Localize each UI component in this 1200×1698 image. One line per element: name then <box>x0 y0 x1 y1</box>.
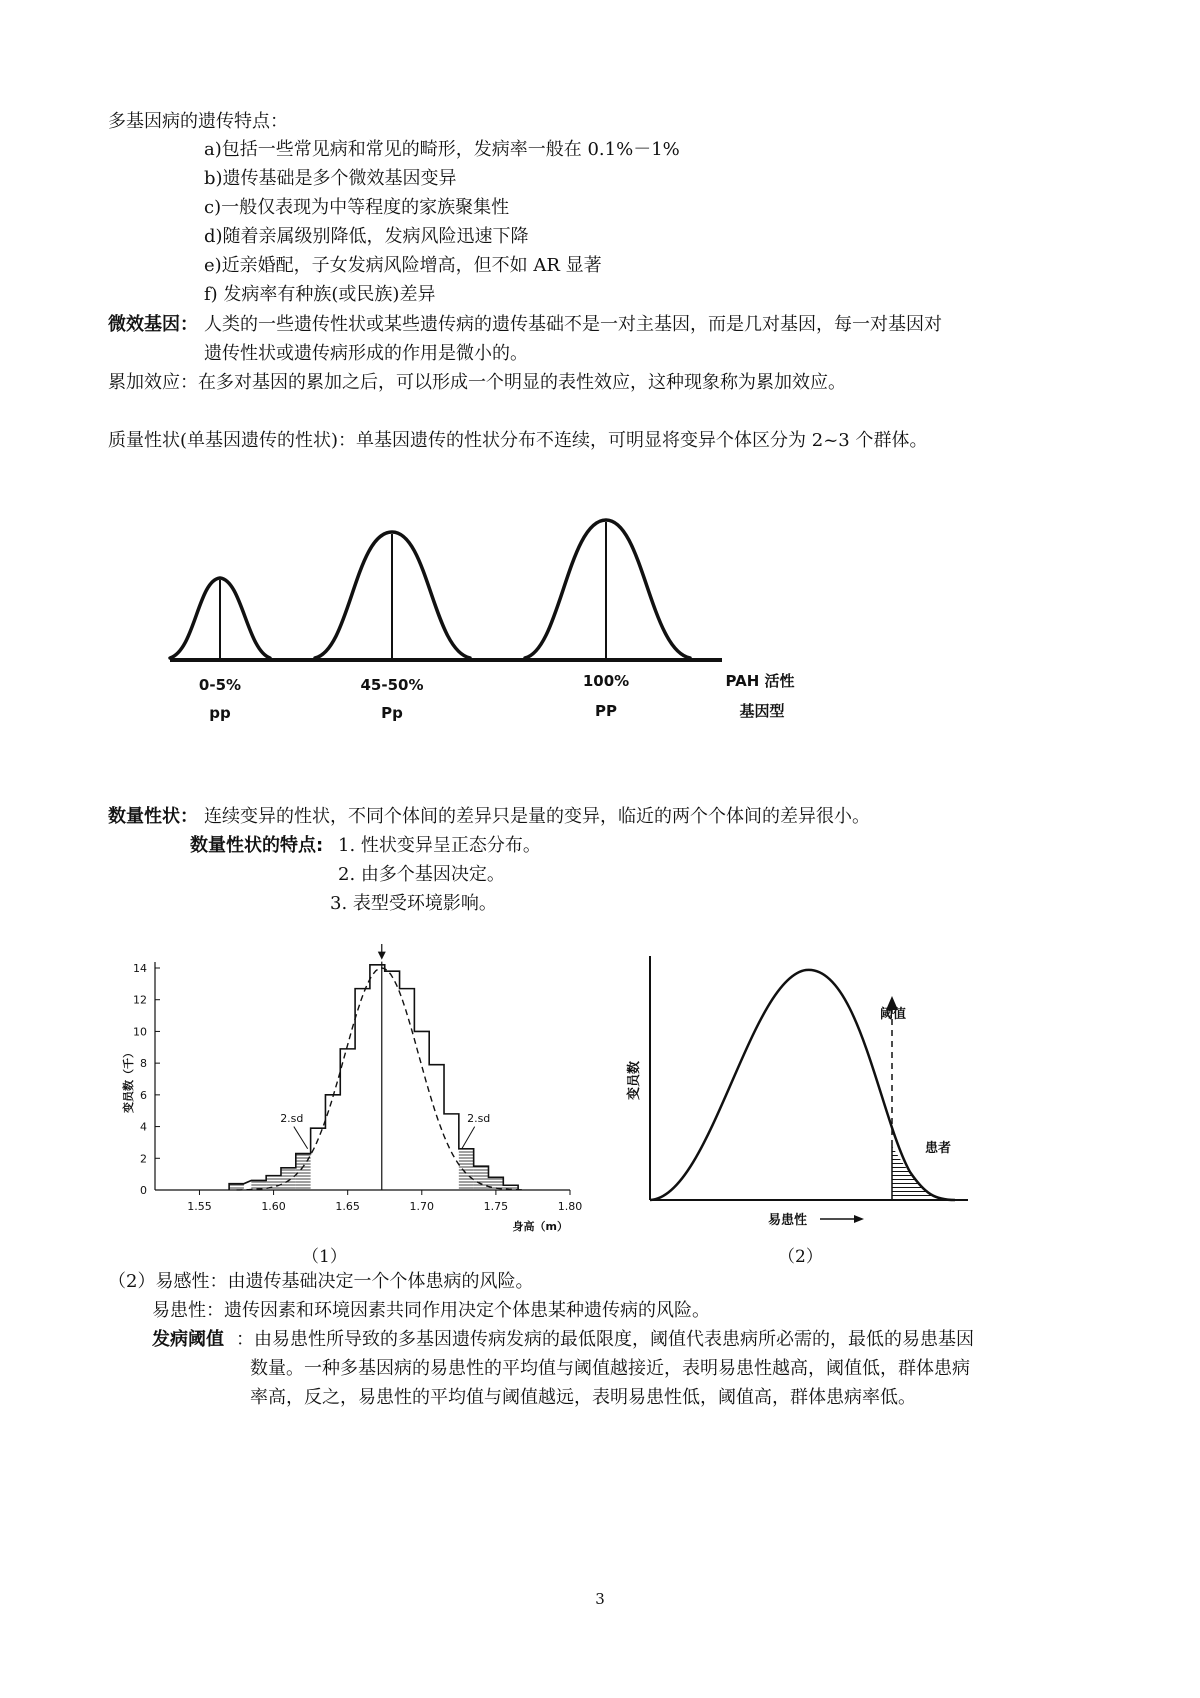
susceptibility-line: （2）易感性：由遗传基础决定一个个体患病的风险。 <box>108 1271 534 1292</box>
histogram-bar <box>355 989 370 1190</box>
figure-caption-2: （2） <box>778 1247 823 1267</box>
list-item: a)包括一些常见病和常见的畸形，发病率一般在 0.1%－1% <box>204 139 680 160</box>
liability-line: 易患性：遗传因素和环境因素共同作用决定个体患某种遗传病的风险。 <box>152 1300 710 1321</box>
feature-item: 3. 表型受环境影响。 <box>330 893 497 914</box>
annotation-leader-right <box>462 1127 475 1149</box>
list-item: f) 发病率有种族(或民族)差异 <box>204 284 436 305</box>
y-axis-title: 变员数（千） <box>122 1047 135 1113</box>
x-tick-label: 1.60 <box>261 1200 286 1213</box>
histogram-outline <box>229 965 518 1190</box>
y-tick-label: 12 <box>133 993 147 1007</box>
feature-item: 2. 由多个基因决定。 <box>338 864 505 885</box>
genotype-axis-label: 基因型 <box>739 702 785 720</box>
x-axis-title: 身高（m） <box>512 1220 568 1233</box>
list-item: b)遗传基础是多个微效基因变异 <box>204 168 457 189</box>
y-tick-label: 6 <box>140 1088 147 1102</box>
activity-label-Pp: 45-50% <box>360 676 424 694</box>
annotation-2sd-right: 2.sd <box>467 1111 491 1125</box>
activity-label-PP: 100% <box>582 672 630 690</box>
list-item: e)近亲婚配，子女发病风险增高，但不如 AR 显著 <box>204 255 602 276</box>
histogram-bar <box>429 1065 444 1190</box>
normal-curve <box>237 968 525 1190</box>
definition-line: 人类的一些遗传性状或某些遗传病的遗传基础不是一对主基因，而是几对基因，每一对基因对 <box>204 314 942 335</box>
patient-label: 患者 <box>925 1141 952 1156</box>
annotation-2sd-left: 2.sd <box>280 1111 304 1125</box>
x-tick-label: 1.75 <box>483 1200 509 1213</box>
height-histogram-chart <box>110 938 590 1238</box>
x-tick-label: 1.70 <box>409 1200 435 1213</box>
additive-effect-paragraph: 累加效应：在多对基因的累加之后，可以形成一个明显的表性效应，这种现象称为累加效应。 <box>108 372 846 393</box>
qualitative-trait-paragraph: 质量性状(单基因遗传的性状)：单基因遗传的性状分布不连续，可明显将变异个体区分为 2~3 个群体。 <box>108 430 928 451</box>
x-axis-arrow-icon <box>854 1215 864 1223</box>
x-tick-label: 1.55 <box>187 1200 212 1213</box>
genotype-label-PP: PP <box>595 702 617 720</box>
y-tick-label: 10 <box>133 1025 147 1039</box>
section-heading: 多基因病的遗传特点： <box>108 111 288 132</box>
curve-PP <box>525 520 690 658</box>
pah-activity-figure <box>110 500 850 740</box>
x-tick-label: 1.65 <box>335 1200 360 1213</box>
definition-line: 遗传性状或遗传病形成的作用是微小的。 <box>204 343 528 364</box>
definition-line: 数量。一种多基因病的易患性的平均值与阈值越接近，表明易患性越高，阈值低，群体患病 <box>250 1358 970 1379</box>
histogram-bar <box>385 971 400 1190</box>
term-quantitative-features: 数量性状的特点: <box>190 835 324 856</box>
list-item: c)一般仅表现为中等程度的家族聚集性 <box>204 197 510 218</box>
page-number: 3 <box>595 1590 605 1608</box>
genotype-label-Pp: Pp <box>381 704 403 722</box>
term-threshold: 发病阈值 <box>152 1329 224 1350</box>
definition-line: 连续变异的性状，不同个体间的差异只是量的变异，临近的两个个体间的差异很小。 <box>204 806 870 827</box>
histogram-bar <box>325 1095 340 1190</box>
histogram-bar <box>400 989 415 1190</box>
y-tick-label: 2 <box>140 1152 147 1166</box>
y-tick-label: 4 <box>140 1120 147 1134</box>
y-tick-label: 0 <box>140 1184 147 1197</box>
histogram-bar <box>229 1184 244 1190</box>
liability-threshold-chart <box>610 938 980 1238</box>
annotation-leader-left <box>294 1127 308 1149</box>
activity-label-pp: 0-5% <box>198 676 242 694</box>
feature-item: 1. 性状变异呈正态分布。 <box>338 835 541 856</box>
x-axis-title: 易患性 <box>768 1213 808 1228</box>
histogram-bar <box>414 1031 429 1190</box>
definition-line: 率高，反之，易患性的平均值与阈值越远，表明易患性低，阈值高，群体患病率低。 <box>250 1387 916 1408</box>
histogram-bar <box>340 1049 355 1190</box>
definition-line: ：由易患性所导致的多基因遗传病发病的最低限度，阈值代表患病所必需的，最低的易患基因 <box>236 1329 974 1350</box>
y-axis-title: 变员数 <box>627 1060 642 1100</box>
list-item: d)随着亲属级别降低，发病风险迅速下降 <box>204 226 529 247</box>
histogram-bar <box>281 1168 296 1190</box>
term-quantitative-trait: 数量性状： <box>108 806 198 827</box>
y-tick-label: 8 <box>140 1057 147 1071</box>
pah-activity-label: PAH 活性 <box>725 672 795 690</box>
y-tick-label: 14 <box>133 962 147 975</box>
term-minor-gene: 微效基因： <box>108 314 198 335</box>
liability-curve <box>650 970 955 1200</box>
threshold-label: 阈值 <box>880 1007 907 1022</box>
x-tick-label: 1.80 <box>557 1200 583 1213</box>
genotype-label-pp: pp <box>209 704 231 722</box>
figure-caption-1: （1） <box>302 1247 347 1267</box>
mean-arrow-icon <box>378 952 386 960</box>
histogram-bar <box>459 1149 474 1190</box>
histogram-bar <box>370 965 385 1190</box>
histogram-bar <box>311 1128 326 1190</box>
